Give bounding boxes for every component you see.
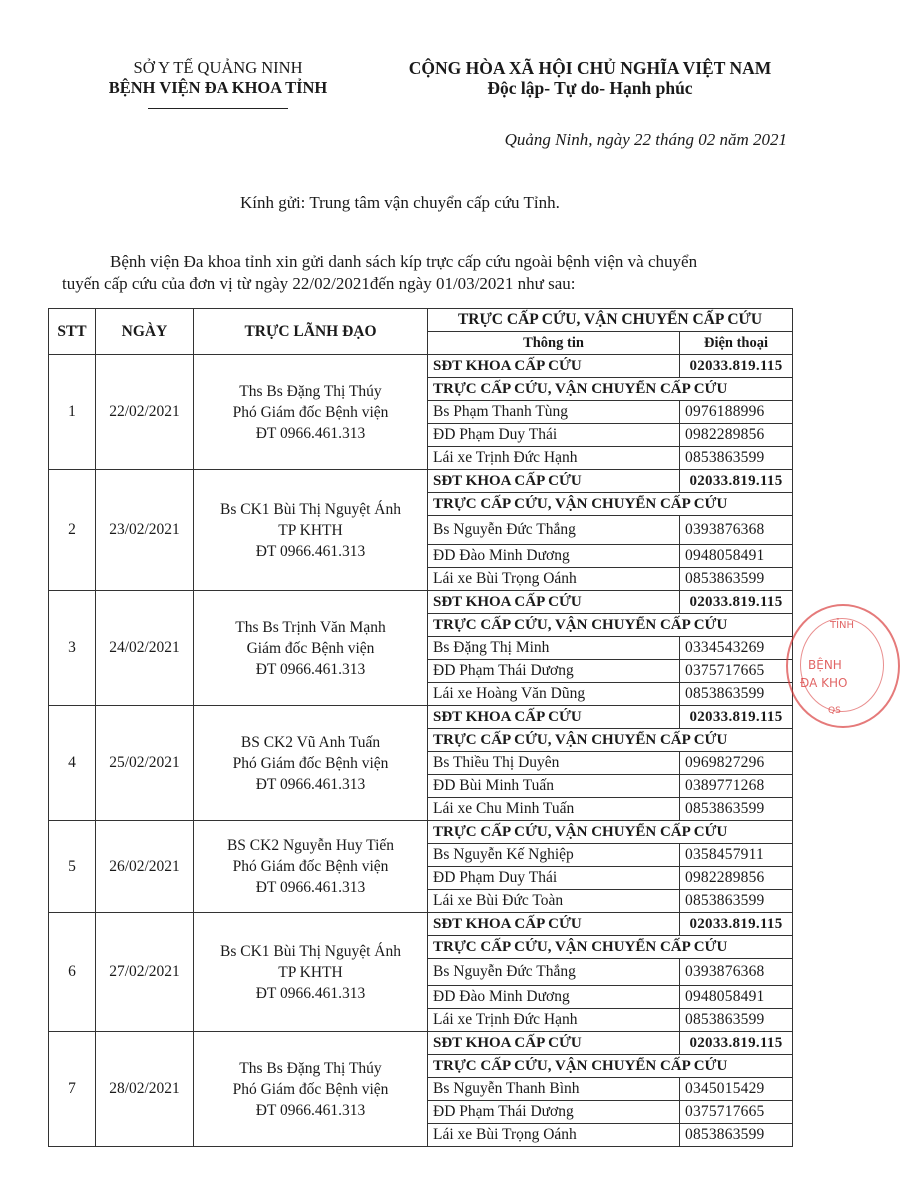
doctor-name: Bs Nguyễn Kế Nghiệp [428,844,680,867]
seal-text-top: TỈNH [830,620,855,631]
document-date: Quảng Ninh, ngày 22 tháng 02 năm 2021 [504,130,787,149]
hotline-label: SĐT KHOA CẤP CỨU [428,1032,680,1055]
group-label: TRỰC CẤP CỨU, VẬN CHUYỂN CẤP CỨU [428,729,793,752]
driver-phone: 0853863599 [680,447,793,470]
doctor-phone: 0334543269 [680,637,793,660]
leader-title: Phó Giám đốc Bệnh viện [232,403,389,421]
leader-name: BS CK2 Vũ Anh Tuấn [240,733,381,751]
doctor-name: Bs Phạm Thanh Tùng [428,401,680,424]
row-date: 27/02/2021 [96,913,194,1032]
nurse-name: ĐD Phạm Thái Dương [428,660,680,683]
row-date: 24/02/2021 [96,591,194,706]
group-label: TRỰC CẤP CỨU, VẬN CHUYỂN CẤP CỨU [428,614,793,637]
leader-title: TP KHTH [278,521,343,539]
leader-title: TP KHTH [278,963,343,981]
doctor-name: Bs Thiều Thị Duyên [428,752,680,775]
driver-phone: 0853863599 [680,1124,793,1147]
leader-phone: ĐT 0966.461.313 [255,775,366,793]
group-label: TRỰC CẤP CỨU, VẬN CHUYỂN CẤP CỨU [428,378,793,401]
row-stt: 1 [49,355,96,470]
driver-name: Lái xe Trịnh Đức Hạnh [428,1009,680,1032]
hotline-label: SĐT KHOA CẤP CỨU [428,591,680,614]
intro-line-2: tuyến cấp cứu của đơn vị từ ngày 22/02/2021đến ngày 01/03/2021 như sau: [62,274,576,293]
nurse-phone: 0375717665 [680,1101,793,1124]
row-leader [194,913,428,1032]
leader-phone: ĐT 0966.461.313 [255,879,366,896]
hotline-label: SĐT KHOA CẤP CỨU [428,706,680,729]
nurse-name: ĐD Phạm Thái Dương [428,1101,680,1124]
hotline-label: SĐT KHOA CẤP CỨU [428,913,680,936]
leader-name: BS CK2 Nguyễn Huy Tiến [226,837,395,854]
header-leader: TRỰC LÃNH ĐẠO [194,309,428,355]
duty-roster-table [48,308,793,1147]
hotline-number: 02033.819.115 [680,470,793,493]
leader-name: Ths Bs Trịnh Văn Mạnh [235,618,386,636]
row-date: 22/02/2021 [96,355,194,470]
hotline-label: SĐT KHOA CẤP CỨU [428,470,680,493]
doctor-phone: 0393876368 [680,959,793,986]
row-stt: 7 [49,1032,96,1147]
group-label: TRỰC CẤP CỨU, VẬN CHUYỂN CẤP CỨU [428,821,793,844]
nurse-name: ĐD Đào Minh Dương [428,545,680,568]
seal-text-bottom: QS [828,706,841,716]
leader-phone: ĐT 0966.461.313 [255,542,366,560]
header-date: NGÀY [96,309,194,355]
header-info: Thông tin [428,332,680,355]
leader-title: Phó Giám đốc Bệnh viện [232,858,389,875]
table-row [49,470,793,493]
header-underline [148,108,288,109]
driver-phone: 0853863599 [680,683,793,706]
driver-name: Lái xe Trịnh Đức Hạnh [428,447,680,470]
row-stt: 2 [49,470,96,591]
header-emergency-group: TRỰC CẤP CỨU, VẬN CHUYỂN CẤP CỨU [428,309,793,332]
row-stt: 5 [49,821,96,913]
driver-name: Lái xe Bùi Trọng Oánh [428,568,680,591]
doctor-name: Bs Đặng Thị Minh [428,637,680,660]
leader-name: Ths Bs Đặng Thị Thúy [239,382,382,400]
nurse-phone: 0948058491 [680,545,793,568]
driver-name: Lái xe Hoàng Văn Dũng [428,683,680,706]
table-row [49,591,793,614]
group-label: TRỰC CẤP CỨU, VẬN CHUYỂN CẤP CỨU [428,936,793,959]
seal-text-mid1: BỆNH [808,658,842,672]
nurse-name: ĐD Phạm Duy Thái [428,867,680,890]
row-leader [194,706,428,821]
leader-phone: ĐT 0966.461.313 [255,424,366,442]
leader-title: Phó Giám đốc Bệnh viện [232,1080,389,1098]
row-date: 26/02/2021 [96,821,194,913]
intro-line-1: Bệnh viện Đa khoa tỉnh xin gửi danh sách kíp trực cấp cứu ngoài bệnh viện và chuyển [110,252,698,271]
organization-header [88,58,348,109]
row-date: 23/02/2021 [96,470,194,591]
doctor-phone: 0345015429 [680,1078,793,1101]
nurse-phone: 0375717665 [680,660,793,683]
nurse-name: ĐD Phạm Duy Thái [428,424,680,447]
leader-name: Bs CK1 Bùi Thị Nguyệt Ánh [220,500,401,518]
department-name: SỞ Y TẾ QUẢNG NINH [133,58,303,77]
row-leader [194,821,428,913]
doctor-name: Bs Nguyễn Đức Thắng [428,959,680,986]
leader-phone: ĐT 0966.461.313 [255,984,366,1002]
leader-title: Giám đốc Bệnh viện [246,639,375,657]
driver-name: Lái xe Chu Minh Tuấn [428,798,680,821]
recipient-line: Kính gửi: Trung tâm vận chuyển cấp cứu Tỉnh. [240,193,560,212]
hotline-number: 02033.819.115 [680,913,793,936]
national-header [370,58,810,98]
row-leader [194,470,428,591]
row-date: 28/02/2021 [96,1032,194,1147]
hotline-number: 02033.819.115 [680,591,793,614]
row-leader [194,591,428,706]
hospital-seal-stamp [786,604,900,728]
nurse-phone: 0982289856 [680,867,793,890]
leader-phone: ĐT 0966.461.313 [255,1101,366,1119]
driver-name: Lái xe Bùi Đức Toàn [428,890,680,913]
row-date: 25/02/2021 [96,706,194,821]
driver-phone: 0853863599 [680,1009,793,1032]
driver-name: Lái xe Bùi Trọng Oánh [428,1124,680,1147]
table-row [49,706,793,729]
leader-title: Phó Giám đốc Bệnh viện [232,754,389,772]
driver-phone: 0853863599 [680,890,793,913]
national-motto: Độc lập- Tự do- Hạnh phúc [487,78,693,98]
doctor-phone: 0393876368 [680,516,793,545]
row-leader [194,1032,428,1147]
row-stt: 3 [49,591,96,706]
hotline-number: 02033.819.115 [680,355,793,378]
table-row [49,913,793,936]
table-row [49,1032,793,1055]
row-stt: 6 [49,913,96,1032]
hotline-label: SĐT KHOA CẤP CỨU [428,355,680,378]
nurse-phone: 0948058491 [680,986,793,1009]
doctor-phone: 0358457911 [680,844,793,867]
hotline-number: 02033.819.115 [680,1032,793,1055]
header-stt: STT [49,309,96,355]
table-row [49,355,793,378]
row-leader [194,355,428,470]
nation-name: CỘNG HÒA XÃ HỘI CHỦ NGHĨA VIỆT NAM [408,58,772,78]
nurse-phone: 0389771268 [680,775,793,798]
leader-phone: ĐT 0966.461.313 [255,660,366,678]
leader-name: Ths Bs Đặng Thị Thúy [239,1059,382,1077]
intro-paragraph [62,251,802,295]
leader-name: Bs CK1 Bùi Thị Nguyệt Ánh [220,942,401,960]
nurse-name: ĐD Đào Minh Dương [428,986,680,1009]
driver-phone: 0853863599 [680,798,793,821]
doctor-name: Bs Nguyễn Thanh Bình [428,1078,680,1101]
nurse-phone: 0982289856 [680,424,793,447]
header-phone: Điện thoại [680,332,793,355]
nurse-name: ĐD Bùi Minh Tuấn [428,775,680,798]
table-row [49,821,793,844]
doctor-phone: 0969827296 [680,752,793,775]
doctor-phone: 0976188996 [680,401,793,424]
doctor-name: Bs Nguyễn Đức Thắng [428,516,680,545]
hospital-name: BỆNH VIỆN ĐA KHOA TỈNH [108,78,328,97]
group-label: TRỰC CẤP CỨU, VẬN CHUYỂN CẤP CỨU [428,1055,793,1078]
driver-phone: 0853863599 [680,568,793,591]
seal-text-mid2: ĐA KHO [800,676,848,690]
group-label: TRỰC CẤP CỨU, VẬN CHUYỂN CẤP CỨU [428,493,793,516]
hotline-number: 02033.819.115 [680,706,793,729]
row-stt: 4 [49,706,96,821]
